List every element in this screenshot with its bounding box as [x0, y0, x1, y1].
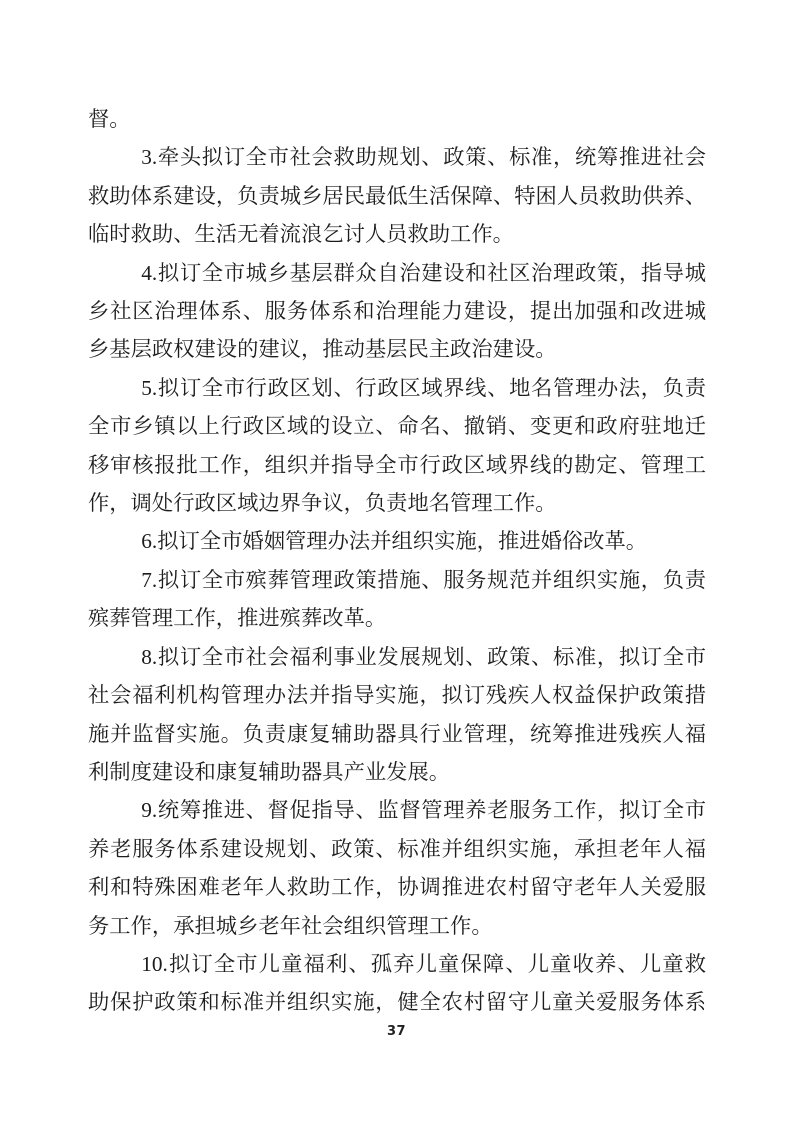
text-line: 利和特殊困难老年人救助工作，协调推进农村留守老年人关爱服 [88, 875, 706, 900]
paragraph-item-9 [88, 791, 706, 945]
paragraph-item-8 [88, 638, 706, 792]
text-line: 助保护政策和标准并组织实施，健全农村留守儿童关爱服务体系 [88, 990, 706, 1015]
paragraph-item-4 [88, 254, 706, 369]
text-line: 养老服务体系建设规划、政策、标准并组织实施，承担老年人福 [88, 836, 706, 861]
text-line: 10.拟订全市儿童福利、孤弃儿童保障、儿童收养、儿童救 [141, 951, 706, 976]
text-line: 5.拟订全市行政区划、行政区域界线、地名管理办法，负责 [141, 375, 706, 400]
paragraph-item-7 [88, 561, 706, 638]
paragraph-continuation [88, 100, 706, 138]
text-line: 督。 [88, 107, 131, 131]
text-block [88, 100, 706, 1022]
text-line: 4.拟订全市城乡基层群众自治建设和社区治理政策，指导城 [141, 260, 706, 285]
text-line: 临时救助、生活无着流浪乞讨人员救助工作。 [88, 222, 514, 247]
paragraph-item-5 [88, 369, 706, 523]
text-line: 作，调处行政区域边界争议，负责地名管理工作。 [88, 491, 557, 516]
text-line: 乡社区治理体系、服务体系和治理能力建设，提出加强和改进城 [88, 299, 706, 324]
text-line: 乡基层政权建设的建议，推动基层民主政治建设。 [88, 337, 557, 362]
text-line: 6.拟订全市婚姻管理办法并组织实施，推进婚俗改革。 [141, 529, 648, 554]
paragraph-item-3 [88, 138, 706, 253]
text-line: 务工作，承担城乡老年社会组织管理工作。 [88, 913, 493, 938]
paragraph-item-6 [88, 522, 706, 560]
text-line: 殡葬管理工作，推进殡葬改革。 [88, 606, 387, 631]
text-line: 社会福利机构管理办法并指导实施，拟订残疾人权益保护政策措 [88, 683, 706, 708]
text-line: 移审核报批工作，组织并指导全市行政区域界线的勘定、管理工 [88, 452, 706, 477]
text-line: 3.牵头拟订全市社会救助规划、政策、标准，统筹推进社会 [141, 145, 706, 170]
text-line: 9.统筹推进、督促指导、监督管理养老服务工作，拟订全市 [141, 798, 706, 823]
text-line: 全市乡镇以上行政区域的设立、命名、撤销、变更和政府驻地迁 [88, 414, 706, 439]
text-line: 救助体系建设，负责城乡居民最低生活保障、特困人员救助供养、 [88, 183, 706, 208]
page-number: 37 [386, 1024, 407, 1039]
text-line: 利制度建设和康复辅助器具产业发展。 [88, 759, 451, 784]
text-line: 7.拟订全市殡葬管理政策措施、服务规范并组织实施，负责 [141, 567, 706, 592]
text-line: 8.拟订全市社会福利事业发展规划、政策、标准，拟订全市 [141, 644, 706, 669]
text-line: 施并监督实施。负责康复辅助器具行业管理，统筹推进残疾人福 [88, 721, 706, 746]
paragraph-item-10 [88, 945, 706, 1022]
